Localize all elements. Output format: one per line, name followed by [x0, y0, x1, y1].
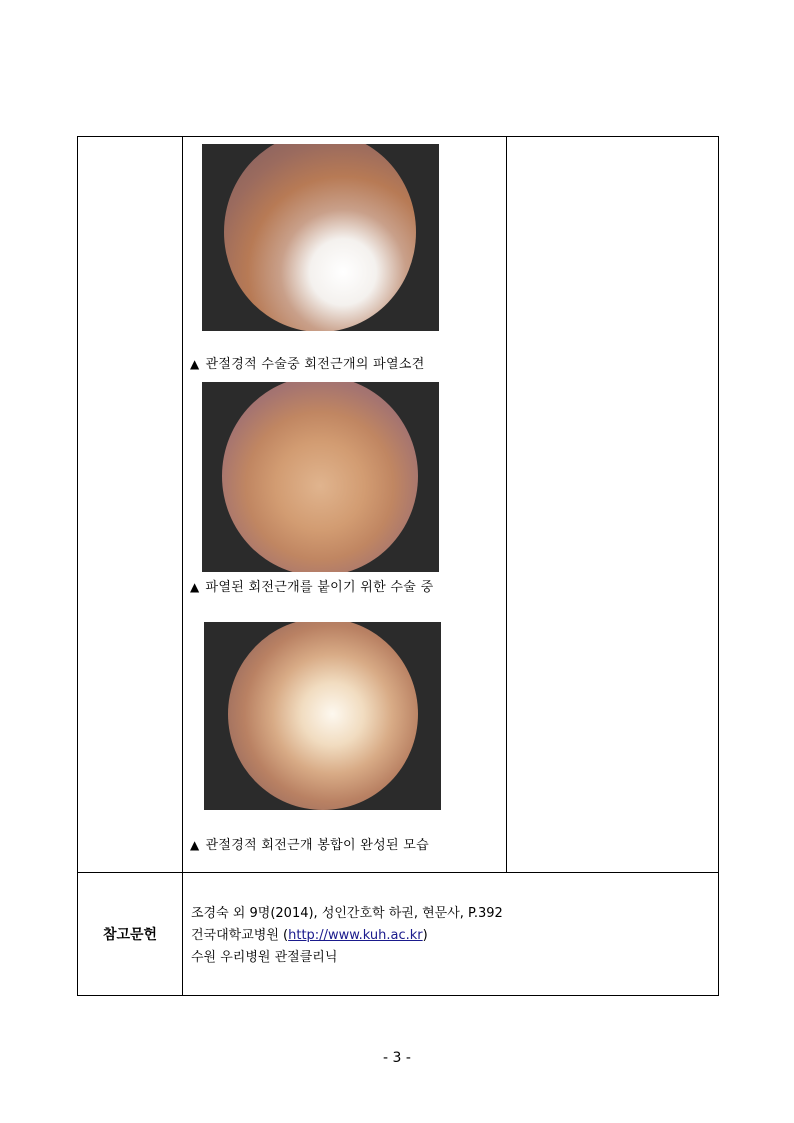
figure-caption-3	[190, 834, 429, 853]
triangle-icon: ▲	[190, 357, 200, 371]
reference-line-2: 건국대학교병원 (http://www.kuh.ac.kr)	[191, 928, 428, 943]
images-row	[78, 137, 719, 873]
references-cell	[183, 873, 719, 996]
caption-text: 파열된 회전근개를 붙이기 위한 수술 중	[205, 580, 434, 595]
figure-caption-2	[190, 576, 433, 595]
content-table	[77, 136, 719, 996]
reference-line-1: 조경숙 외 9명(2014), 성인간호학 하권, 현문사, P.392	[191, 906, 503, 921]
empty-label-cell	[78, 137, 183, 873]
caption-text: 관절경적 회전근개 봉합이 완성된 모습	[205, 838, 429, 853]
triangle-icon: ▲	[190, 838, 200, 852]
empty-notes-cell	[507, 137, 719, 873]
references-row	[78, 873, 719, 996]
references-label: 참고문헌	[78, 873, 183, 996]
arthroscopy-photo-2	[202, 382, 439, 572]
triangle-icon: ▲	[190, 580, 200, 594]
arthroscopy-photo-1	[202, 144, 439, 331]
reference-line-3: 수원 우리병원 관절클리닉	[191, 950, 338, 965]
reference-link[interactable]: http://www.kuh.ac.kr	[288, 928, 423, 943]
page-number: - 3 -	[383, 1050, 411, 1066]
figures-cell	[183, 137, 507, 873]
arthroscopy-photo-3	[204, 622, 441, 810]
caption-text: 관절경적 수술중 회전근개의 파열소견	[205, 357, 425, 372]
figure-caption-1	[190, 353, 425, 372]
